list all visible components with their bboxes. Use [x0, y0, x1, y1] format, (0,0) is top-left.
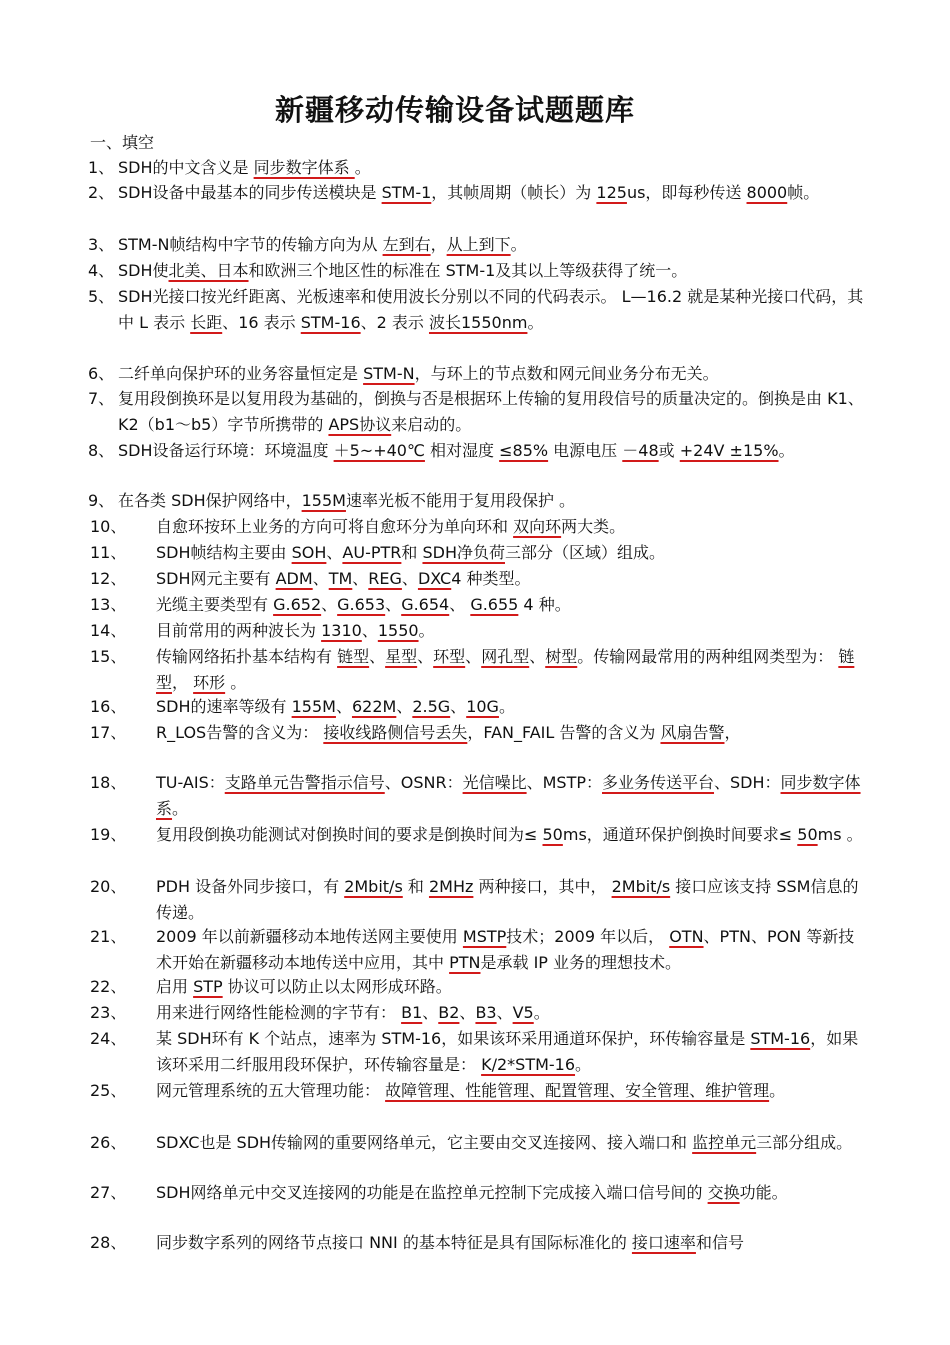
question-item	[90, 694, 866, 720]
question-text: 二纤单向保护环的业务容量恒定是	[118, 364, 364, 383]
question-text: 。	[172, 799, 189, 818]
question-text: 复用段倒换功能测试对倒换时间的要求是倒换时间为≤	[156, 825, 543, 844]
answer-blank: STM-1	[381, 183, 432, 202]
question-number: 18、	[90, 773, 127, 792]
question-item	[88, 488, 866, 514]
answer-blank: G.653	[337, 595, 386, 614]
question-number: 8、	[88, 441, 115, 460]
answer-blank: 链型	[156, 647, 855, 692]
question-text: 。	[778, 441, 795, 460]
answer-blank: 星型	[385, 647, 418, 666]
answer-blank: 2MHz	[428, 877, 474, 896]
question-item	[88, 361, 866, 387]
question-number: 10、	[90, 517, 127, 536]
question-item	[90, 514, 866, 540]
answer-blank: MSTP	[462, 927, 507, 946]
question-text: 或	[658, 441, 680, 460]
answer-blank: 故障管理、性能管理、配置管理、安全管理、维护管理	[385, 1081, 770, 1100]
question-item	[90, 592, 866, 618]
question-text: 、MSTP：	[526, 773, 602, 792]
answer-blank: 接口速率	[631, 1233, 696, 1252]
answer-blank: 155M	[291, 697, 336, 716]
question-text: 网元管理系统的五大管理功能：	[156, 1081, 386, 1100]
answer-blank: 长距	[190, 313, 223, 332]
question-text: 光缆主要类型有	[156, 595, 274, 614]
answer-blank: STM-16	[300, 313, 361, 332]
question-text: 某 SDH环有 K 个站点，速率为 STM-16，如果该环采用通道环保护，环传输容量是	[156, 1029, 751, 1048]
question-number: 6、	[88, 364, 115, 383]
question-text: 4 种。	[518, 595, 571, 614]
answer-blank: B2	[438, 1003, 460, 1022]
question-text: ms 。	[817, 825, 863, 844]
question-item	[90, 1026, 866, 1078]
answer-blank: 交换	[707, 1183, 740, 1202]
question-text: us，即每秒传送	[626, 183, 747, 202]
question-number: 19、	[90, 825, 127, 844]
question-text: 复用段倒换环是以复用段为基础的，倒换与否是根据环上传输的复用段信号的质量决定的。倒换是由 K1、K2（b1～b5）字节所携带的	[118, 389, 864, 434]
answer-blank: 链型	[337, 647, 370, 666]
question-text: 、	[361, 621, 378, 640]
question-item	[90, 644, 866, 696]
question-text: STM-N帧结构中字节的传输方向为从	[118, 235, 383, 254]
question-item	[90, 770, 866, 822]
answer-blank: 1310	[321, 621, 362, 640]
answer-blank: 同步数字体系	[253, 158, 355, 177]
question-item	[88, 284, 866, 336]
question-number: 23、	[90, 1003, 127, 1022]
question-number: 4、	[88, 261, 115, 280]
answer-blank: OTN	[669, 927, 704, 946]
answer-blank: 接收线路侧信号丢失	[323, 723, 468, 742]
answer-blank: 环形	[193, 673, 226, 692]
question-text: 、	[369, 647, 386, 666]
answer-blank: 50	[797, 825, 818, 844]
answer-blank: 环型	[433, 647, 466, 666]
question-item	[90, 1180, 866, 1206]
question-number: 14、	[90, 621, 127, 640]
answer-blank: B3	[475, 1003, 497, 1022]
question-item	[90, 1130, 866, 1156]
question-text: 。	[769, 1081, 786, 1100]
question-number: 13、	[90, 595, 127, 614]
question-text: 三部分（区域）组成。	[504, 543, 665, 562]
answer-blank: STM-N	[363, 364, 415, 383]
question-text: 和欧洲三个地区性的标准在 STM-1及其以上等级获得了统一。	[248, 261, 688, 280]
answer-blank: 监控单元	[692, 1133, 757, 1152]
answer-blank: 155M	[301, 491, 346, 510]
question-number: 5、	[88, 287, 115, 306]
question-text: 相对湿度	[424, 441, 500, 460]
answer-blank: APS协议	[328, 415, 392, 434]
question-text: 、	[335, 697, 352, 716]
answer-blank: V5	[512, 1003, 534, 1022]
answer-blank: +24V ±15%	[679, 441, 779, 460]
question-text: 、PTN、PON 等新技术开始在新疆移动本地传送中应用，其中	[156, 927, 855, 972]
answer-blank: 双向环	[513, 517, 562, 536]
question-text: ，如果该环采用二纤服用段环保护，环传输容量是：	[156, 1029, 859, 1074]
question-text: 。	[225, 673, 247, 692]
question-text: 、	[450, 697, 467, 716]
question-text: 、2 表示	[360, 313, 429, 332]
question-text: SDH使	[118, 261, 169, 280]
question-text: 两大类。	[561, 517, 626, 536]
question-number: 7、	[88, 389, 115, 408]
question-text: 协议可以防止以太网形成环路。	[222, 977, 452, 996]
question-number: 25、	[90, 1081, 127, 1100]
question-text: 和	[401, 543, 423, 562]
question-text: SDH的中文含义是	[118, 158, 254, 177]
question-text: 、SDH：	[714, 773, 781, 792]
question-text: TU-AIS：	[156, 773, 225, 792]
question-text: 传输网络拓扑基本结构有	[156, 647, 338, 666]
answer-blank: G.654	[401, 595, 450, 614]
question-text: SDXC也是 SDH传输网的重要网络单元，它主要由交叉连接网、接入端口和	[156, 1133, 693, 1152]
question-text: 同步数字系列的网络节点接口 NNI 的基本特征是具有国际标准化的	[156, 1233, 632, 1252]
question-item	[88, 438, 866, 464]
question-item	[90, 720, 866, 746]
answer-blank: 多业务传送平台	[602, 773, 715, 792]
question-text: 。	[575, 1055, 592, 1074]
answer-blank: 网孔型	[481, 647, 530, 666]
answer-blank: 2.5G	[412, 697, 451, 716]
question-item	[90, 618, 866, 644]
answer-blank: ＋5~+40℃	[333, 441, 425, 460]
answer-blank: REG	[368, 569, 402, 588]
question-text: 、	[465, 647, 482, 666]
question-text: 和	[402, 877, 429, 896]
answer-blank: 从上到下	[446, 235, 511, 254]
question-text: SDH网元主要有	[156, 569, 276, 588]
question-text: ，与环上的节点数和网元间业务分布无关。	[414, 364, 719, 383]
question-text: 。	[418, 621, 435, 640]
section-heading: 一、填空	[90, 133, 155, 152]
question-text: ，	[724, 723, 741, 742]
question-item	[90, 1000, 866, 1026]
question-text: 和信号	[695, 1233, 744, 1252]
answer-blank: G.655	[470, 595, 519, 614]
question-number: 21、	[90, 927, 127, 946]
question-text: SDH设备中最基本的同步传送模块是	[118, 183, 382, 202]
question-text: ms，通道环保护倒换时间要求≤	[562, 825, 798, 844]
question-number: 28、	[90, 1233, 127, 1252]
question-text: 。	[510, 235, 527, 254]
question-number: 9、	[88, 491, 115, 510]
question-number: 22、	[90, 977, 127, 996]
question-item	[88, 155, 866, 181]
question-text: SDH的速率等级有	[156, 697, 292, 716]
question-text: 、OSNR：	[384, 773, 463, 792]
question-item	[88, 386, 866, 438]
question-number: 20、	[90, 877, 127, 896]
answer-blank: ADM	[275, 569, 313, 588]
answer-blank: 622M	[351, 697, 397, 716]
answer-blank: STM-16	[750, 1029, 811, 1048]
question-text: 、	[449, 595, 471, 614]
question-text: R_LOS告警的含义为：	[156, 723, 324, 742]
answer-blank: 125	[596, 183, 627, 202]
answer-blank: 光信噪比	[462, 773, 527, 792]
answer-blank: 8000	[746, 183, 788, 202]
question-text: 、16 表示	[222, 313, 301, 332]
question-text: SDH设备运行环境：环境温度	[118, 441, 334, 460]
question-number: 24、	[90, 1029, 127, 1048]
question-text: 、	[529, 647, 546, 666]
question-text: 、	[312, 569, 329, 588]
question-text: 目前常用的两种波长为	[156, 621, 322, 640]
answer-blank: 2Mbit/s	[344, 877, 403, 896]
question-text: 速率光板不能用于复用段保护 。	[345, 491, 576, 510]
question-item	[90, 1078, 866, 1104]
question-text: SDH帧结构主要由	[156, 543, 292, 562]
question-number: 26、	[90, 1133, 127, 1152]
question-text: 功能。	[739, 1183, 788, 1202]
question-item	[90, 1230, 866, 1256]
question-text: 三部分组成。	[756, 1133, 853, 1152]
answer-blank: 1550	[377, 621, 419, 640]
answer-blank: 同步数字体系	[156, 773, 861, 818]
question-number: 1、	[88, 158, 115, 177]
question-text: 用来进行网络性能检测的字节有：	[156, 1003, 402, 1022]
question-text: 、	[459, 1003, 476, 1022]
answer-blank: TM	[328, 569, 353, 588]
question-text: ，其帧周期（帧长）为	[431, 183, 597, 202]
answer-blank: 树型	[545, 647, 578, 666]
question-text: 技术；2009 年以后，	[506, 927, 670, 946]
question-text: 、	[321, 595, 338, 614]
answer-blank: K/2*STM-16	[481, 1055, 576, 1074]
question-text: SDH光接口按光纤距离、光板速率和使用波长分别以不同的代码表示。 L—16.2 就是某种光接口代码，其中 L 表示	[118, 287, 864, 332]
question-text: 启用	[156, 977, 194, 996]
answer-blank: 左到右	[382, 235, 431, 254]
question-item	[88, 258, 866, 284]
answer-blank: ≤85%	[499, 441, 549, 460]
question-text: 电源电压	[548, 441, 623, 460]
question-number: 15、	[90, 647, 127, 666]
question-item	[90, 540, 866, 566]
question-item	[88, 232, 866, 258]
question-item	[90, 874, 866, 926]
question-number: 12、	[90, 569, 127, 588]
question-number: 11、	[90, 543, 127, 562]
question-text: 、	[417, 647, 434, 666]
question-text: 、	[326, 543, 343, 562]
answer-blank: SOH	[291, 543, 327, 562]
question-text: 接口应该支持 SSM信息的传递。	[156, 877, 859, 922]
question-number: 2、	[88, 183, 115, 202]
question-text: 、	[496, 1003, 513, 1022]
answer-blank: SDH净负荷	[422, 543, 505, 562]
question-number: 16、	[90, 697, 127, 716]
answer-blank: 支路单元告警指示信号	[224, 773, 385, 792]
answer-blank: 北美、日本	[168, 261, 249, 280]
question-item	[90, 924, 866, 976]
question-item	[90, 822, 866, 848]
question-item	[88, 180, 866, 206]
question-item	[90, 566, 866, 592]
question-number: 27、	[90, 1183, 127, 1202]
question-text: SDH网络单元中交叉连接网的功能是在监控单元控制下完成接入端口信号间的	[156, 1183, 708, 1202]
answer-blank: B1	[401, 1003, 423, 1022]
question-text: 4 种类型。	[451, 569, 531, 588]
answer-blank: G.652	[273, 595, 322, 614]
answer-blank: 10G	[466, 697, 499, 716]
question-text: 、	[352, 569, 369, 588]
answer-blank: AU-PTR	[342, 543, 402, 562]
question-text: 、	[385, 595, 402, 614]
question-text: 。传输网最常用的两种组网类型为：	[577, 647, 839, 666]
question-text: 来启动的。	[391, 415, 472, 434]
question-item	[90, 974, 866, 1000]
question-number: 3、	[88, 235, 115, 254]
answer-blank: 50	[542, 825, 563, 844]
answer-blank: －48	[622, 441, 659, 460]
question-text: 。	[527, 313, 544, 332]
answer-blank: PTN	[449, 953, 481, 972]
question-text: 自愈环按环上业务的方向可将自愈环分为单向环和	[156, 517, 514, 536]
answer-blank: 风扇告警	[660, 723, 725, 742]
question-text: 、	[396, 697, 413, 716]
question-text: 。	[533, 1003, 550, 1022]
question-number: 17、	[90, 723, 127, 742]
answer-blank: STP	[193, 977, 223, 996]
question-text: 两种接口，其中，	[473, 877, 612, 896]
answer-blank: 波长1550nm	[428, 313, 528, 332]
question-text: PDH 设备外同步接口，有	[156, 877, 345, 896]
document-title: 新疆移动传输设备试题题库	[274, 93, 635, 127]
question-text: 帧。	[787, 183, 820, 202]
question-text: ，FAN_FAIL 告警的含义为	[467, 723, 661, 742]
question-text: ，	[172, 673, 194, 692]
answer-blank: 2Mbit/s	[611, 877, 671, 896]
question-text: 是承载 IP 业务的理想技术。	[480, 953, 682, 972]
question-text: 。	[354, 158, 371, 177]
question-text: 、	[401, 569, 418, 588]
question-text: 、	[422, 1003, 439, 1022]
question-text: 。	[498, 697, 515, 716]
question-text: ，	[430, 235, 447, 254]
answer-blank: DXC	[417, 569, 452, 588]
question-text: 2009 年以前新疆移动本地传送网主要使用	[156, 927, 463, 946]
question-text: 在各类 SDH保护网络中，	[118, 491, 302, 510]
